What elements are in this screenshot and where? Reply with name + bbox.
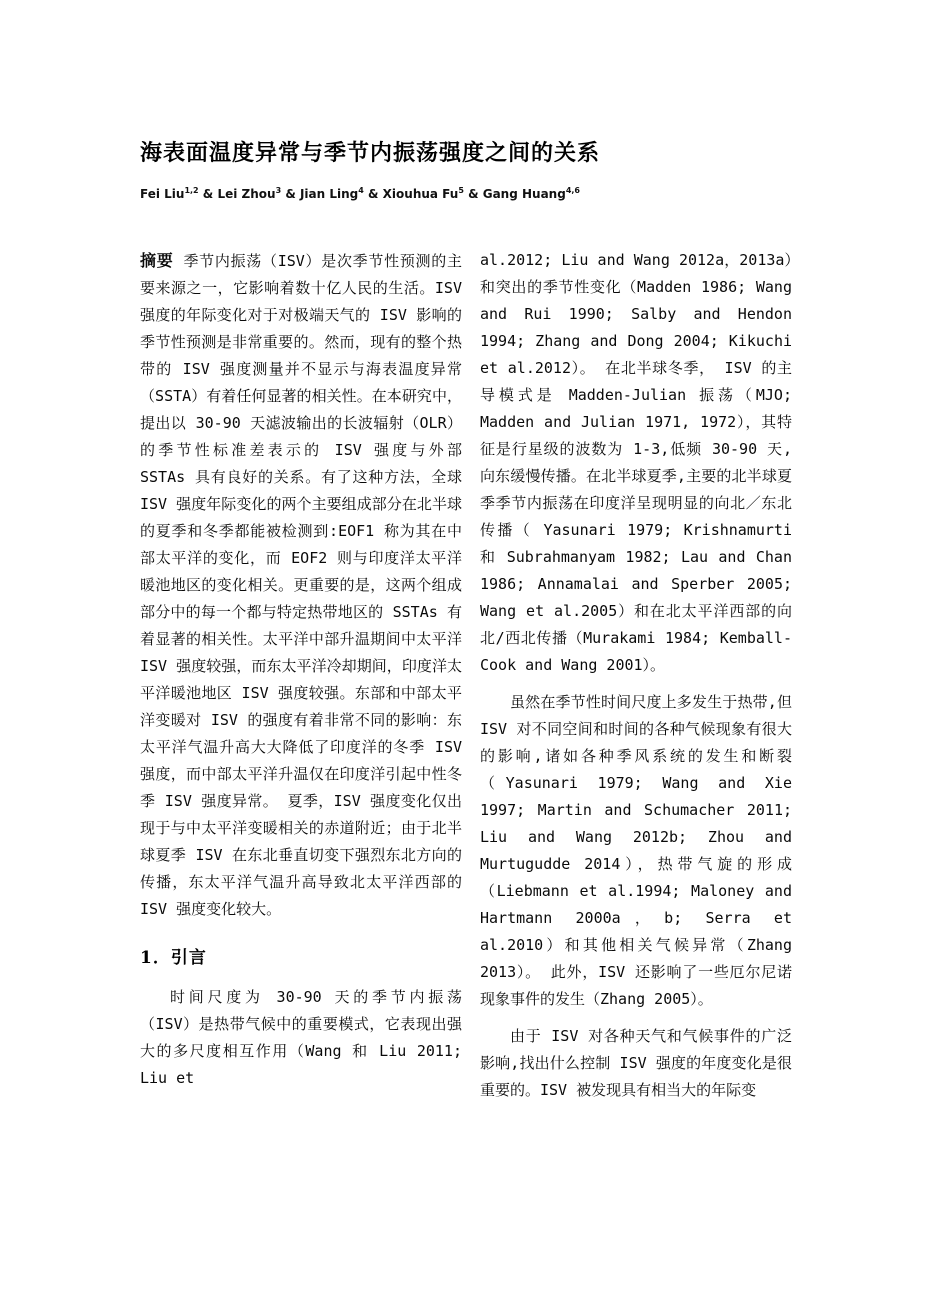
left-column xyxy=(140,247,462,1092)
two-column-body xyxy=(140,247,792,1104)
abstract-text: 季节内振荡（ISV）是次季节性预测的主要来源之一，它影响着数十亿人民的生活。ISV 强度的年际变化对于对极端天气的 ISV 影响的季节性预测是非常重要的。然而，现有的整个热带的 ISV 强度测量并不显示与海表温度异常（SSTA）有着任何显著的相关性。在本研究中，提出以 30-90 天滤波输出的长波辐射（OLR）的季节性标准差表示的 ISV 强度与外部 SSTAs 具有良好的关系。有了这种方法，全球 ISV 强度年际变化的两个主要组成部分在北半球的夏季和冬季都能被检测到:EOF1 称为其在中部太平洋的变化，而 EOF2 则与印度洋太平洋暖池地区的变化相关。更重要的是，这两个组成部分中的每一个都与特定热带地区的 SSTAs 有着显著的相关性。太平洋中部升温期间中太平洋 ISV 强度较强，而东太平洋冷却期间，印度洋太平洋暖池地区 ISV 强度较强。东部和中部太平洋变暖对 ISV 的强度有着非常不同的影响：东太平洋气温升高大大降低了印度洋的冬季 ISV 强度，而中部太平洋升温仅在印度洋引起中性冬季 ISV 强度异常。 夏季，ISV 强度变化仅出现于与中太平洋变暖相关的赤道附近；由于北半球夏季 ISV 在东北垂直切变下强烈东北方向的传播，东太平洋气温升高导致北太平洋西部的 ISV 强度变化较大。 xyxy=(140,251,462,918)
introduction-paragraph-start: 时间尺度为 30-90 天的季节内振荡（ISV）是热带气候中的重要模式，它表现出强大的多尺度相互作用（Wang 和 Liu 2011; Liu et xyxy=(140,987,462,1087)
authors-line: Fei Liu$^{1,2}$ & Lei Zhou$^3$ & Jian Ling$^4$ & Xiouhua Fu$^5$ & Gang Huang$^{4,6}$ xyxy=(140,185,580,201)
section-1-heading: 1．引言 xyxy=(140,947,207,968)
introduction-paragraph-2: 虽然在季节性时间尺度上多发生于热带,但 ISV 对不同空间和时间的各种气候现象有很大的影响,诸如各种季风系统的发生和断裂（Yasunari 1979; Wang and Xie 1997; Martin and Schumacher 2011; Liu and Wang 2012b; Zhou and Murtugudde 2014），热带气旋的形成（Liebmann et al.1994; Maloney and Hartmann 2000a，b; Serra et al.2010）和其他相关气候异常（Zhang 2013）。 此外，ISV 还影响了一些厄尔尼诺现象事件的发生（Zhang 2005）。 xyxy=(480,692,792,1008)
right-column xyxy=(480,247,792,1104)
abstract-paragraph xyxy=(140,247,462,923)
introduction-paragraph-3: 由于 ISV 对各种天气和气候事件的广泛影响,找出什么控制 ISV 强度的年度变化是很重要的。ISV 被发现具有相当大的年际变 xyxy=(480,1026,792,1099)
abstract-label: 摘要 xyxy=(140,250,174,270)
paper-title: 海表面温度异常与季节内振荡强度之间的关系 xyxy=(140,141,601,166)
introduction-paragraph-continued: al.2012; Liu and Wang 2012a，2013a）和突出的季节性变化（Madden 1986; Wang and Rui 1990; Salby and Hendon 1994; Zhang and Dong 2004; Kikuchi et al.2012）。 在北半球冬季， ISV 的主导模式是 Madden-Julian 振荡（MJO; Madden and Julian 1971, 1972），其特征是行星级的波数为 1-3,低频 30-90 天,向东缓慢传播。在北半球夏季,主要的北半球夏季季节内振荡在印度洋呈现明显的向北／东北传播（ Yasunari 1979; Krishnamurti 和 Subrahmanyam 1982; Lau and Chan 1986; Annamalai and Sperber 2005; Wang et al.2005）和在北太平洋西部的向北/西北传播（Murakami 1984; Kemball-Cook and Wang 2001）。 xyxy=(480,250,792,674)
